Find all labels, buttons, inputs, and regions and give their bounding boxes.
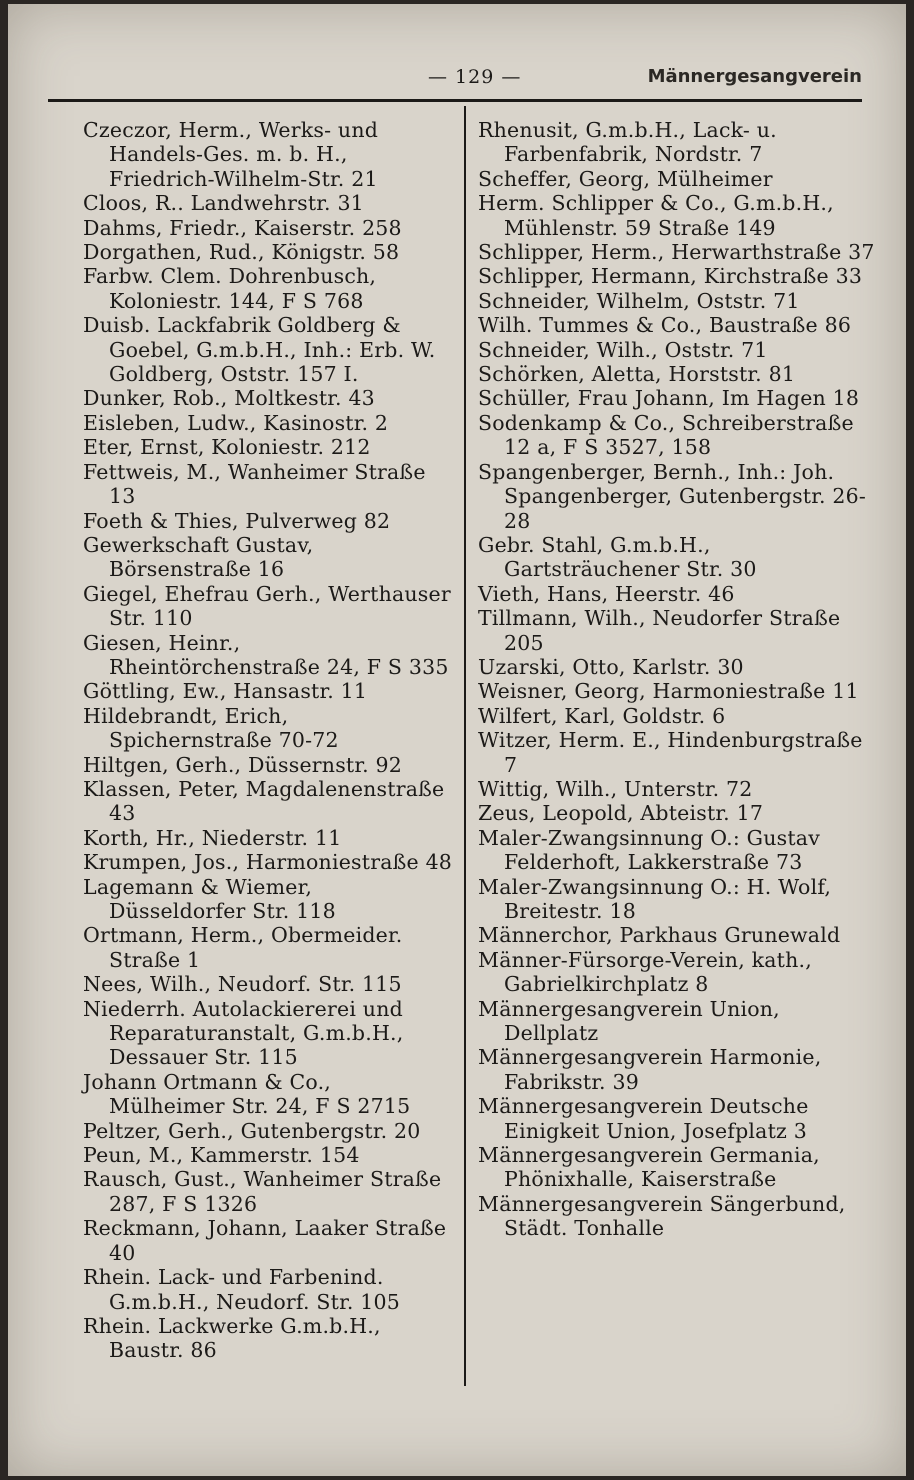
directory-entry: Männerchor, Parkhaus Grunewald [478, 923, 841, 948]
directory-entry: Männergesangverein Deutsche Einigkeit Union, Josefplatz 3 [478, 1094, 809, 1143]
left-column [83, 118, 453, 1363]
directory-entry: Cloos, R.. Landwehrstr. 31 [83, 191, 364, 216]
directory-entry: Schneider, Wilh., Oststr. 71 [478, 337, 768, 362]
directory-entry: Ortmann, Herm., Obermeider. Straße 1 [83, 923, 403, 972]
directory-entry: Schüller, Frau Johann, Im Hagen 18 [478, 386, 860, 411]
directory-entry: Klassen, Peter, Magdalenenstraße 43 [83, 776, 445, 826]
directory-entry: Farbw. Clem. Dohrenbusch, Koloniestr. 144, F S 768 [83, 264, 377, 313]
directory-entry: Lagemann & Wiemer, Düsseldorfer Str. 118 [83, 874, 336, 923]
directory-entry: Foeth & Thies, Pulverweg 82 [83, 508, 391, 533]
directory-entry: Hildebrandt, Erich, Spichernstraße 70-72 [83, 703, 339, 753]
directory-entry: Reckmann, Johann, Laaker Straße 40 [83, 1216, 447, 1265]
directory-entry: Spangenberger, Bernh., Inh.: Joh. Spangenberger, Gutenbergstr. 26-28 [478, 459, 867, 533]
directory-entry: Witzer, Herm. E., Hindenburgstraße 7 [478, 728, 863, 777]
directory-entry: Eisleben, Ludw., Kasinostr. 2 [83, 410, 389, 435]
directory-entry: Maler-Zwangsinnung O.: Gustav Felderhoft, Lakkerstraße 73 [478, 825, 820, 875]
directory-entry: Schörken, Aletta, Horststr. 81 [478, 362, 796, 387]
directory-entry: Männergesangverein Sängerbund, Städt. Tonhalle [478, 1191, 846, 1241]
directory-entry: Dahms, Friedr., Kaiserstr. 258 [83, 215, 402, 240]
directory-entry: Sodenkamp & Co., Schreiberstraße 12 a, F S 3527, 158 [478, 410, 854, 460]
directory-entry: Männer-Fürsorge-Verein, kath., Gabrielkirchplatz 8 [478, 947, 812, 997]
directory-entry: Czeczor, Herm., Werks- und Handels-Ges. m. b. H., Friedrich-Wilhelm-Str. 21 [83, 118, 379, 191]
directory-entry: Rhein. Lack- und Farbenind. G.m.b.H., Neudorf. Str. 105 [83, 1265, 400, 1314]
running-head: Männergesangverein [647, 66, 862, 87]
header-rule [48, 99, 862, 102]
directory-entry: Peun, M., Kammerstr. 154 [83, 1143, 360, 1168]
directory-entry: Giegel, Ehefrau Gerh., Werthauser Str. 110 [83, 581, 451, 631]
directory-entry: Dunker, Rob., Moltkestr. 43 [83, 386, 375, 411]
directory-entry: Schneider, Wilhelm, Oststr. 71 [478, 288, 800, 313]
directory-entry: Männergesangverein Germania, Phönixhalle, Kaiserstraße [478, 1143, 820, 1192]
directory-entry: Rhein. Lackwerke G.m.b.H., Baustr. 86 [83, 1313, 381, 1363]
directory-entry: Schlipper, Hermann, Kirchstraße 33 [478, 264, 863, 289]
directory-entry: Hiltgen, Gerh., Düssernstr. 92 [83, 752, 403, 777]
directory-entry: Dorgathen, Rud., Königstr. 58 [83, 240, 400, 265]
page-number: — 129 — [428, 66, 522, 88]
directory-entry: Zeus, Leopold, Abteistr. 17 [478, 801, 764, 826]
page-header [48, 64, 862, 98]
directory-entry: Männergesangverein Harmonie, Fabrikstr. 39 [478, 1045, 822, 1094]
directory-entry: Weisner, Georg, Harmoniestraße 11 [478, 679, 859, 704]
directory-entry: Krumpen, Jos., Harmoniestraße 48 [83, 850, 453, 875]
column-divider [464, 106, 466, 1386]
directory-entry: Männergesangverein Union, Dellplatz [478, 996, 780, 1046]
directory-entry: Johann Ortmann & Co., Mülheimer Str. 24, F S 2715 [83, 1069, 411, 1119]
directory-entry: Göttling, Ew., Hansastr. 11 [83, 679, 368, 704]
directory-entry: Wilfert, Karl, Goldstr. 6 [478, 703, 726, 728]
directory-entry: Maler-Zwangsinnung O.: H. Wolf, Breitestr. 18 [478, 874, 832, 923]
directory-entry: Eter, Ernst, Koloniestr. 212 [83, 435, 371, 460]
directory-entry: Duisb. Lackfabrik Goldberg & Goebel, G.m.b.H., Inh.: Erb. W. Goldberg, Oststr. 157 I. [83, 313, 436, 387]
directory-entry: Wilh. Tummes & Co., Baustraße 86 [478, 313, 852, 338]
directory-entry: Uzarski, Otto, Karlstr. 30 [478, 654, 744, 679]
directory-entry: Gewerkschaft Gustav, Börsenstraße 16 [83, 532, 314, 582]
directory-entry: Korth, Hr., Niederstr. 11 [83, 825, 342, 850]
directory-entry: Scheffer, Georg, Mülheimer [478, 166, 773, 191]
directory-entry: Tillmann, Wilh., Neudorfer Straße 205 [478, 606, 841, 655]
directory-entry: Giesen, Heinr., Rheintörchenstraße 24, F S 335 [83, 630, 449, 679]
directory-entry: Fettweis, M., Wanheimer Straße 13 [83, 459, 426, 509]
directory-entry: Niederrh. Autolackiererei und Reparaturanstalt, G.m.b.H., Dessauer Str. 115 [83, 996, 404, 1070]
directory-entry: Gebr. Stahl, G.m.b.H., Gartsträuchener Str. 30 [478, 532, 757, 582]
directory-entry: Vieth, Hans, Heerstr. 46 [478, 581, 735, 606]
directory-entry: Nees, Wilh., Neudorf. Str. 115 [83, 972, 402, 997]
directory-page [8, 4, 906, 1476]
directory-entry: Rausch, Gust., Wanheimer Straße 287, F S 1326 [83, 1167, 442, 1216]
right-column [478, 118, 878, 1241]
directory-entry: Peltzer, Gerh., Gutenbergstr. 20 [83, 1118, 421, 1143]
directory-entry: Schlipper, Herm., Herwarthstraße 37 [478, 240, 875, 265]
directory-entry: Wittig, Wilh., Unterstr. 72 [478, 776, 753, 801]
directory-entry: Rhenusit, G.m.b.H., Lack- u. Farbenfabrik, Nordstr. 7 [478, 118, 777, 167]
directory-entry: Herm. Schlipper & Co., G.m.b.H., Mühlenstr. 59 Straße 149 [478, 191, 834, 240]
